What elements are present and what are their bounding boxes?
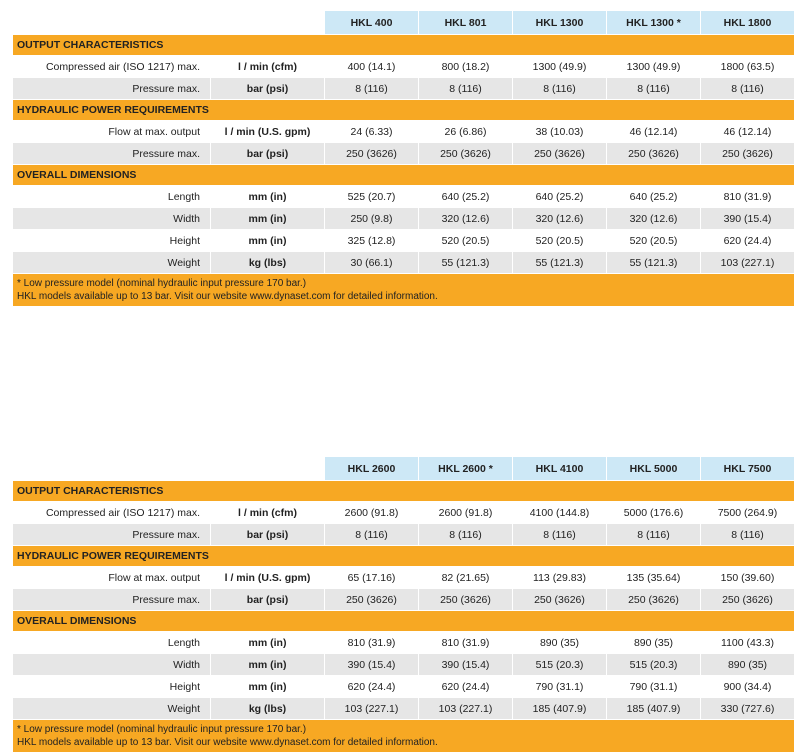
model-header: HKL 2600 bbox=[325, 457, 419, 481]
cell-value: 640 (25.2) bbox=[419, 186, 513, 208]
model-header-row bbox=[13, 457, 795, 481]
cell-value: 790 (31.1) bbox=[607, 676, 701, 698]
cell-value: 46 (12.14) bbox=[607, 121, 701, 143]
row-unit: bar (psi) bbox=[211, 143, 325, 165]
header-spacer bbox=[13, 11, 211, 35]
row-unit: bar (psi) bbox=[211, 78, 325, 100]
cell-value: 810 (31.9) bbox=[701, 186, 795, 208]
table-row bbox=[13, 143, 795, 165]
cell-value: 135 (35.64) bbox=[607, 567, 701, 589]
cell-value: 8 (116) bbox=[513, 78, 607, 100]
cell-value: 320 (12.6) bbox=[513, 208, 607, 230]
cell-value: 250 (3626) bbox=[513, 589, 607, 611]
section-header bbox=[13, 481, 795, 502]
cell-value: 810 (31.9) bbox=[325, 632, 419, 654]
table-row bbox=[13, 676, 795, 698]
table-row bbox=[13, 589, 795, 611]
cell-value: 24 (6.33) bbox=[325, 121, 419, 143]
model-header: HKL 4100 bbox=[513, 457, 607, 481]
cell-value: 790 (31.1) bbox=[513, 676, 607, 698]
table-row bbox=[13, 632, 795, 654]
cell-value: 620 (24.4) bbox=[701, 230, 795, 252]
cell-value: 55 (121.3) bbox=[419, 252, 513, 274]
cell-value: 520 (20.5) bbox=[607, 230, 701, 252]
row-unit: mm (in) bbox=[211, 208, 325, 230]
footnote-row bbox=[13, 720, 795, 753]
cell-value: 620 (24.4) bbox=[325, 676, 419, 698]
cell-value: 250 (3626) bbox=[419, 589, 513, 611]
cell-value: 185 (407.9) bbox=[607, 698, 701, 720]
table-row bbox=[13, 78, 795, 100]
section-title: HYDRAULIC POWER REQUIREMENTS bbox=[13, 100, 795, 121]
cell-value: 8 (116) bbox=[325, 524, 419, 546]
model-header: HKL 1300 bbox=[513, 11, 607, 35]
cell-value: 250 (3626) bbox=[701, 143, 795, 165]
row-label: Weight bbox=[13, 698, 211, 720]
row-label: Length bbox=[13, 186, 211, 208]
row-unit: bar (psi) bbox=[211, 524, 325, 546]
cell-value: 250 (9.8) bbox=[325, 208, 419, 230]
cell-value: 325 (12.8) bbox=[325, 230, 419, 252]
cell-value: 65 (17.16) bbox=[325, 567, 419, 589]
row-label: Width bbox=[13, 654, 211, 676]
cell-value: 320 (12.6) bbox=[419, 208, 513, 230]
row-unit: l / min (cfm) bbox=[211, 502, 325, 524]
footnote bbox=[13, 720, 795, 753]
cell-value: 890 (35) bbox=[513, 632, 607, 654]
cell-value: 8 (116) bbox=[325, 78, 419, 100]
cell-value: 8 (116) bbox=[607, 78, 701, 100]
cell-value: 515 (20.3) bbox=[607, 654, 701, 676]
section-title: OUTPUT CHARACTERISTICS bbox=[13, 35, 795, 56]
cell-value: 900 (34.4) bbox=[701, 676, 795, 698]
section-title: OVERALL DIMENSIONS bbox=[13, 165, 795, 186]
row-unit: kg (lbs) bbox=[211, 698, 325, 720]
cell-value: 185 (407.9) bbox=[513, 698, 607, 720]
table-row bbox=[13, 654, 795, 676]
spec-grid bbox=[12, 10, 795, 307]
cell-value: 8 (116) bbox=[419, 524, 513, 546]
row-unit: l / min (U.S. gpm) bbox=[211, 121, 325, 143]
cell-value: 250 (3626) bbox=[607, 143, 701, 165]
cell-value: 103 (227.1) bbox=[325, 698, 419, 720]
cell-value: 55 (121.3) bbox=[607, 252, 701, 274]
table-row bbox=[13, 698, 795, 720]
cell-value: 150 (39.60) bbox=[701, 567, 795, 589]
header-spacer bbox=[211, 457, 325, 481]
cell-value: 800 (18.2) bbox=[419, 56, 513, 78]
section-title: OVERALL DIMENSIONS bbox=[13, 611, 795, 632]
footnote-line: HKL models available up to 13 bar. Visit our website www.dynaset.com for detailed information. bbox=[17, 291, 438, 302]
cell-value: 390 (15.4) bbox=[701, 208, 795, 230]
cell-value: 620 (24.4) bbox=[419, 676, 513, 698]
cell-value: 250 (3626) bbox=[513, 143, 607, 165]
cell-value: 1100 (43.3) bbox=[701, 632, 795, 654]
row-unit: mm (in) bbox=[211, 654, 325, 676]
cell-value: 640 (25.2) bbox=[513, 186, 607, 208]
row-label: Width bbox=[13, 208, 211, 230]
cell-value: 2600 (91.8) bbox=[325, 502, 419, 524]
cell-value: 390 (15.4) bbox=[325, 654, 419, 676]
cell-value: 390 (15.4) bbox=[419, 654, 513, 676]
cell-value: 1300 (49.9) bbox=[607, 56, 701, 78]
row-label: Flow at max. output bbox=[13, 567, 211, 589]
row-unit: mm (in) bbox=[211, 230, 325, 252]
cell-value: 320 (12.6) bbox=[607, 208, 701, 230]
cell-value: 26 (6.86) bbox=[419, 121, 513, 143]
cell-value: 7500 (264.9) bbox=[701, 502, 795, 524]
row-label: Height bbox=[13, 676, 211, 698]
footnote-line: * Low pressure model (nominal hydraulic input pressure 170 bar.) bbox=[17, 278, 307, 289]
cell-value: 2600 (91.8) bbox=[419, 502, 513, 524]
model-header: HKL 5000 bbox=[607, 457, 701, 481]
model-header: HKL 1800 bbox=[701, 11, 795, 35]
section-header bbox=[13, 546, 795, 567]
header-spacer bbox=[13, 457, 211, 481]
model-header: HKL 1300 * bbox=[607, 11, 701, 35]
spec-table-1 bbox=[12, 10, 793, 307]
cell-value: 8 (116) bbox=[607, 524, 701, 546]
row-label: Pressure max. bbox=[13, 143, 211, 165]
cell-value: 38 (10.03) bbox=[513, 121, 607, 143]
cell-value: 890 (35) bbox=[701, 654, 795, 676]
section-title: OUTPUT CHARACTERISTICS bbox=[13, 481, 795, 502]
section-title: HYDRAULIC POWER REQUIREMENTS bbox=[13, 546, 795, 567]
cell-value: 55 (121.3) bbox=[513, 252, 607, 274]
model-header: HKL 801 bbox=[419, 11, 513, 35]
cell-value: 1800 (63.5) bbox=[701, 56, 795, 78]
row-unit: mm (in) bbox=[211, 186, 325, 208]
cell-value: 250 (3626) bbox=[325, 589, 419, 611]
cell-value: 1300 (49.9) bbox=[513, 56, 607, 78]
row-unit: mm (in) bbox=[211, 632, 325, 654]
row-label: Height bbox=[13, 230, 211, 252]
cell-value: 640 (25.2) bbox=[607, 186, 701, 208]
cell-value: 810 (31.9) bbox=[419, 632, 513, 654]
cell-value: 890 (35) bbox=[607, 632, 701, 654]
cell-value: 250 (3626) bbox=[607, 589, 701, 611]
cell-value: 250 (3626) bbox=[419, 143, 513, 165]
row-label: Pressure max. bbox=[13, 524, 211, 546]
cell-value: 525 (20.7) bbox=[325, 186, 419, 208]
cell-value: 330 (727.6) bbox=[701, 698, 795, 720]
cell-value: 8 (116) bbox=[419, 78, 513, 100]
model-header-row bbox=[13, 11, 795, 35]
cell-value: 4100 (144.8) bbox=[513, 502, 607, 524]
table-row bbox=[13, 524, 795, 546]
cell-value: 82 (21.65) bbox=[419, 567, 513, 589]
cell-value: 8 (116) bbox=[513, 524, 607, 546]
cell-value: 5000 (176.6) bbox=[607, 502, 701, 524]
cell-value: 515 (20.3) bbox=[513, 654, 607, 676]
section-header bbox=[13, 35, 795, 56]
footnote bbox=[13, 274, 795, 307]
table-row bbox=[13, 186, 795, 208]
row-label: Compressed air (ISO 1217) max. bbox=[13, 502, 211, 524]
row-unit: mm (in) bbox=[211, 676, 325, 698]
cell-value: 103 (227.1) bbox=[701, 252, 795, 274]
table-row bbox=[13, 567, 795, 589]
cell-value: 113 (29.83) bbox=[513, 567, 607, 589]
model-header: HKL 7500 bbox=[701, 457, 795, 481]
row-unit: l / min (U.S. gpm) bbox=[211, 567, 325, 589]
table-row bbox=[13, 502, 795, 524]
row-unit: l / min (cfm) bbox=[211, 56, 325, 78]
table-row bbox=[13, 56, 795, 78]
cell-value: 8 (116) bbox=[701, 524, 795, 546]
footnote-line: HKL models available up to 13 bar. Visit our website www.dynaset.com for detailed information. bbox=[17, 737, 438, 748]
cell-value: 250 (3626) bbox=[701, 589, 795, 611]
section-header bbox=[13, 165, 795, 186]
section-header bbox=[13, 100, 795, 121]
row-label: Weight bbox=[13, 252, 211, 274]
cell-value: 46 (12.14) bbox=[701, 121, 795, 143]
row-unit: bar (psi) bbox=[211, 589, 325, 611]
footnote-line: * Low pressure model (nominal hydraulic input pressure 170 bar.) bbox=[17, 724, 307, 735]
cell-value: 520 (20.5) bbox=[513, 230, 607, 252]
row-unit: kg (lbs) bbox=[211, 252, 325, 274]
model-header: HKL 400 bbox=[325, 11, 419, 35]
section-header bbox=[13, 611, 795, 632]
table-row bbox=[13, 230, 795, 252]
cell-value: 30 (66.1) bbox=[325, 252, 419, 274]
cell-value: 520 (20.5) bbox=[419, 230, 513, 252]
cell-value: 8 (116) bbox=[701, 78, 795, 100]
footnote-row bbox=[13, 274, 795, 307]
table-row bbox=[13, 252, 795, 274]
row-label: Pressure max. bbox=[13, 78, 211, 100]
model-header: HKL 2600 * bbox=[419, 457, 513, 481]
table-row bbox=[13, 121, 795, 143]
spec-grid bbox=[12, 456, 795, 753]
header-spacer bbox=[211, 11, 325, 35]
cell-value: 103 (227.1) bbox=[419, 698, 513, 720]
cell-value: 250 (3626) bbox=[325, 143, 419, 165]
cell-value: 400 (14.1) bbox=[325, 56, 419, 78]
table-row bbox=[13, 208, 795, 230]
row-label: Length bbox=[13, 632, 211, 654]
row-label: Pressure max. bbox=[13, 589, 211, 611]
row-label: Compressed air (ISO 1217) max. bbox=[13, 56, 211, 78]
row-label: Flow at max. output bbox=[13, 121, 211, 143]
spec-table-2 bbox=[12, 456, 793, 753]
